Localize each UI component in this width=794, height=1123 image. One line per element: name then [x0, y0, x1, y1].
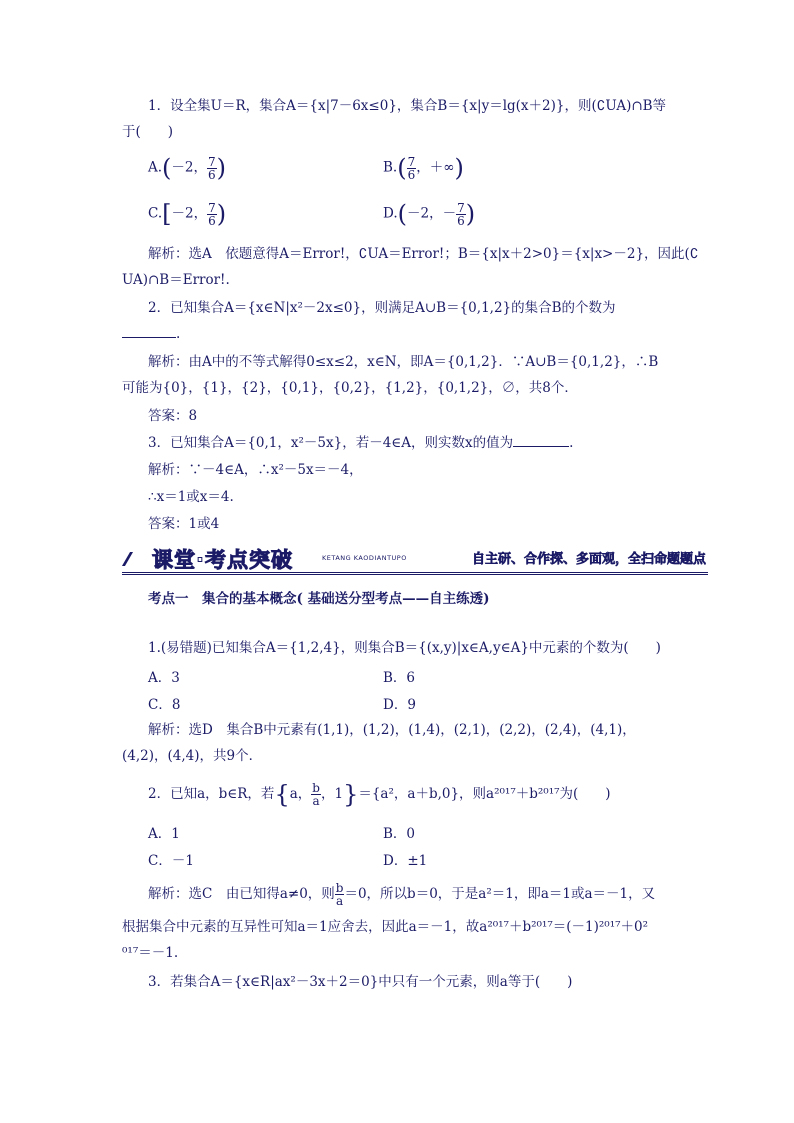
p1-stem: 1.(易错题)已知集合A＝{1,2,4}，则集合B＝{(x,y)|x∈A,y∈A}中元素的个数为( ): [148, 640, 661, 656]
banner-slogan: 自主研、合作探、多面观，全扫命题题点: [471, 552, 706, 567]
section-title: 考点一 集合的基本概念( 基础送分型考点——自主练透): [148, 591, 490, 607]
p1-option-d: D．9: [383, 697, 416, 713]
q1-analysis-line1: 解析：选A 依题意得A＝Error!，∁UA＝Error!；B＝{x|x＋2>0}＝{x|x>－2}，因此(∁: [148, 246, 699, 262]
p2-analysis-line1: 解析：选C 由已知得a≠0，则 $\frac{b}{a}$ ＝0，所以b＝0，于是a²＝1，即a＝1或a＝－1，又: [148, 881, 656, 908]
p1-option-c: C．8: [148, 697, 181, 713]
banner-title: 课堂·考点突破: [152, 548, 293, 572]
q3-analysis-line2: ∴x＝1或x＝4.: [148, 489, 234, 505]
q1-option-b: B.( $\frac{7}{6}$ ，＋∞): [383, 154, 464, 182]
q3-answer: 答案：1或4: [148, 516, 220, 532]
p1-option-b: B．6: [383, 670, 416, 686]
q1-option-c: C.[－2， $\frac{7}{6}$ ): [148, 200, 227, 228]
q2-stem-line1: 2．已知集合A＝{x∈N|x²－2x≤0}，则满足A∪B＝{0,1,2}的集合B的个数为: [148, 300, 616, 316]
p2-option-a: A．1: [148, 826, 180, 842]
q1-stem-line2: 于( ): [122, 124, 174, 140]
q2-answer: 答案：8: [148, 408, 198, 424]
p2-stem: 2．已知a，b∈R，若{a， $\frac{b}{a}$ ，1}＝{a²，a＋b,0}，则a²⁰¹⁷＋b²⁰¹⁷为( ): [148, 780, 611, 809]
p1-analysis-line1: 解析：选D 集合B中元素有(1,1)，(1,2)，(1,4)，(2,1)，(2,2)，(2,4)，(4,1)，: [148, 722, 636, 738]
p2-analysis-line2: 根据集合中元素的互异性可知a＝1应舍去，因此a＝－1，故a²⁰¹⁷＋b²⁰¹⁷＝(－1)²⁰¹⁷＋0²: [122, 919, 649, 935]
p2-option-b: B．0: [383, 826, 416, 842]
q3-stem: 3．已知集合A＝{0,1，x²－5x}，若－4∈A，则实数x的值为 .: [148, 435, 574, 451]
q3-analysis-line1: 解析：∵－4∈A，∴x²－5x＝－4，: [148, 462, 363, 478]
q1-analysis-line2: UA)∩B＝Error!.: [122, 272, 230, 288]
p2-option-d: D．±1: [383, 853, 428, 869]
p1-analysis-line2: (4,2)，(4,4)，共9个．: [122, 748, 263, 764]
banner-slash-decoration: [122, 552, 155, 566]
q1-option-a: A.(－2， $\frac{7}{6}$ ): [148, 154, 227, 182]
p1-option-a: A．3: [148, 670, 180, 686]
q2-analysis-line1: 解析：由A中的不等式解得0≤x≤2，x∈N，即A＝{0,1,2}．∵A∪B＝{0,1,2}，∴B: [148, 354, 659, 370]
section-banner: [122, 548, 708, 575]
banner-pinyin: KETANG KAODIANTUPO: [322, 554, 407, 562]
q2-analysis-line2: 可能为{0}，{1}，{2}，{0,1}，{0,2}，{1,2}，{0,1,2}，∅，共8个．: [122, 380, 578, 396]
p2-analysis-line3: ⁰¹⁷＝－1.: [122, 945, 179, 961]
q2-stem-line2: .: [122, 324, 180, 344]
p3-stem: 3．若集合A＝{x∈R|ax²－3x＋2＝0}中只有一个元素，则a等于( ): [148, 974, 573, 990]
p2-option-c: C．－1: [148, 853, 194, 869]
q1-stem-line1: 1．设全集U＝R，集合A＝{x|7－6x≤0}，集合B＝{x|y＝lg(x＋2)}，则(∁UA)∩B等: [148, 98, 667, 114]
q1-option-d: D.(－2，－ $\frac{7}{6}$ ): [383, 200, 476, 228]
